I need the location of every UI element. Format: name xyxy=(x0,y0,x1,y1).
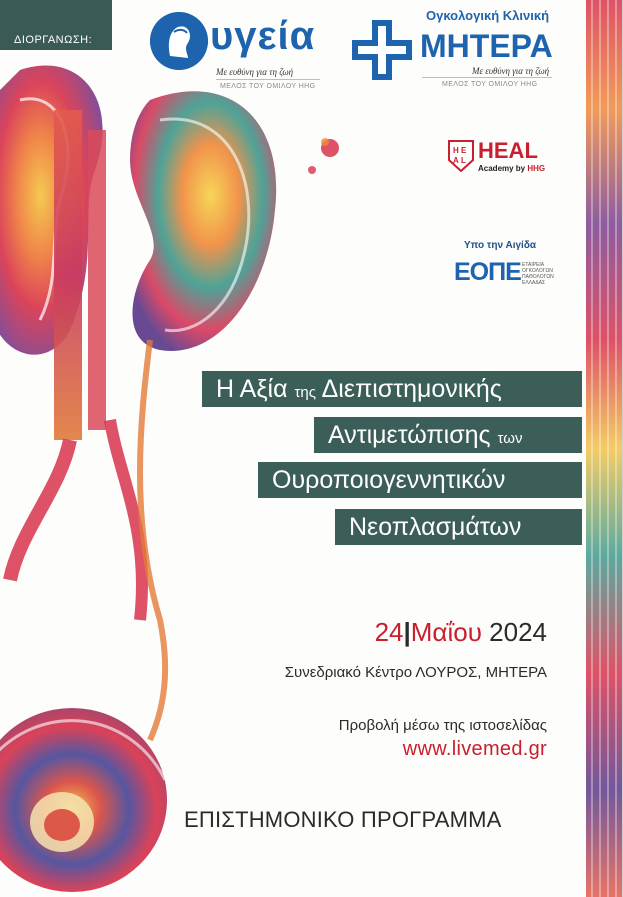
svg-text:A: A xyxy=(453,156,459,165)
title-line-4: Νεοπλασμάτων xyxy=(335,509,582,545)
ygeia-divider xyxy=(216,79,320,80)
ygeia-wordmark: υγεία xyxy=(210,14,316,58)
title-line-3: Ουροποιογεννητικών xyxy=(258,462,582,498)
mitera-divider xyxy=(422,77,552,78)
event-month: Μαΐου xyxy=(410,617,482,647)
eope-logo xyxy=(454,258,564,286)
title-line-1: Η Αξία της Διεπιστημονικής xyxy=(202,371,582,407)
heal-academy-logo xyxy=(448,140,558,178)
stream-text: Προβολή μέσω της ιστοσελίδας xyxy=(338,717,547,734)
event-year: 2024 xyxy=(489,617,547,647)
auspices-label: Υπο την Αιγίδα xyxy=(464,240,537,251)
mitera-wordmark: ΜΗΤΕΡΑ xyxy=(420,28,553,64)
mitera-logo xyxy=(348,8,558,94)
decorative-right-strip xyxy=(582,0,622,897)
hygeia-head-icon xyxy=(150,12,208,70)
mitera-tagline: Με ευθύνη για τη ζωή xyxy=(472,66,550,76)
ygeia-member-text: ΜΕΛΟΣ ΤΟΥ ΟΜΙΛΟΥ HHG xyxy=(220,83,316,90)
heal-wordmark: HEAL xyxy=(478,138,538,163)
heal-shield-icon xyxy=(448,140,474,172)
date-separator: | xyxy=(403,617,411,647)
heal-academy-text: Academy by HHG xyxy=(478,164,546,173)
eope-subtitle: ΕΤΑΙΡΕΙΑ ΟΓΚΟΛΟΓΩΝ ΠΑΘΟΛΟΓΩΝ ΕΛΛΑΔΑΣ xyxy=(522,262,554,286)
ygeia-logo xyxy=(150,10,320,94)
program-heading: ΕΠΙΣΤΗΜΟΝΙΚΟ ΠΡΟΓΡΑΜΜΑ xyxy=(184,807,502,832)
eope-wordmark: ΕΟΠΕ xyxy=(454,258,521,286)
event-day: 24 xyxy=(374,617,404,647)
title-line-2: Αντιμετώπισης των xyxy=(314,417,582,453)
event-venue: Συνεδριακό Κέντρο ΛΟΥΡΟΣ, ΜΗΤΕΡΑ xyxy=(284,664,547,681)
svg-text:E: E xyxy=(461,146,467,155)
stream-url-link[interactable]: www.livemed.gr xyxy=(402,738,547,760)
organization-label: ΔΙΟΡΓΑΝΩΣΗ: xyxy=(0,0,112,50)
mitera-clinic-label: Ογκολογική Κλινική xyxy=(426,8,550,23)
mitera-member-text: ΜΕΛΟΣ ΤΟΥ ΟΜΙΛΟΥ HHG xyxy=(442,81,538,88)
svg-text:H: H xyxy=(453,146,459,155)
mitera-cross-icon xyxy=(350,18,414,82)
event-date xyxy=(375,617,547,648)
ygeia-tagline: Με ευθύνη για τη ζωή xyxy=(216,67,294,77)
svg-text:L: L xyxy=(461,156,466,165)
